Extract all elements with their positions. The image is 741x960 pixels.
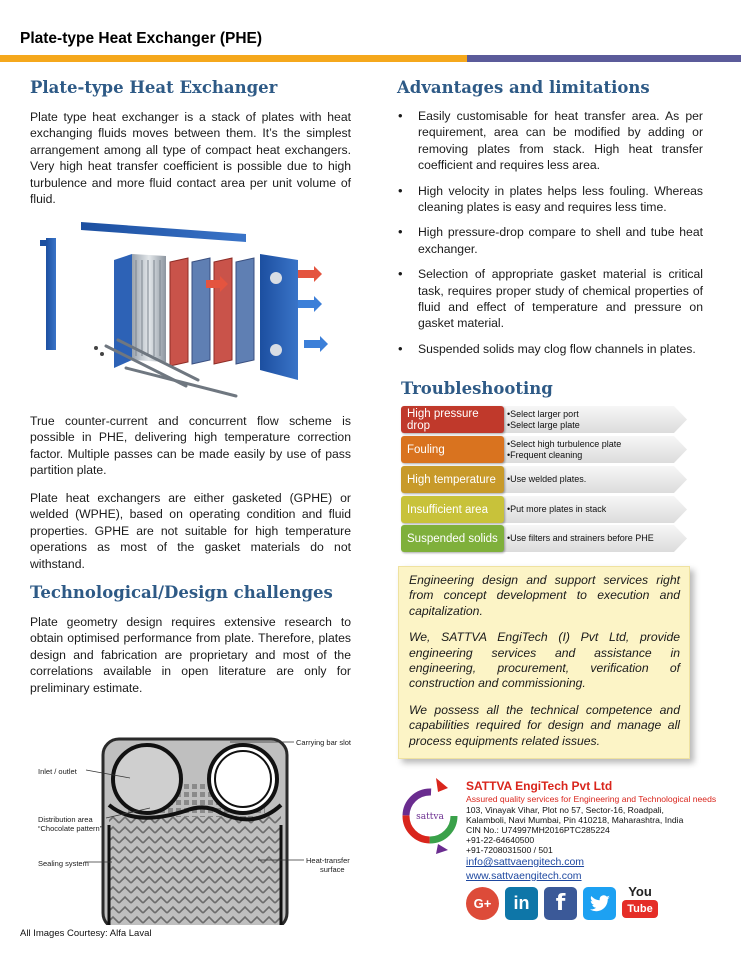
svg-text:sattva: sattva <box>416 812 444 822</box>
note-paragraph: We, SATTVA EngiTech (I) Pvt Ltd, provide engineering services and assistance in engineering, procurement, verification of construction and commissioning. <box>409 630 680 691</box>
label-sealing-system: Sealing system <box>38 859 89 868</box>
page-title: Plate-type Heat Exchanger (PHE) <box>20 30 263 47</box>
label-distribution-area: Distribution area <box>38 815 93 824</box>
gphe-wphe-paragraph: Plate heat exchangers are either gasketed (GPHE) or welded (WPHE), based on operating condition and fluid properties. GPHE are not suitable for high temperature operations as most of the gasket materials do not withstand. <box>30 491 351 571</box>
company-address-1: 103, Vinayak Vihar, Plot no 57, Sector-16, Roadpali, <box>466 805 664 815</box>
tech-section-title: Technological/Design challenges <box>30 583 333 602</box>
label-heat-transfer: Heat-transfer <box>306 856 350 865</box>
ts-solution: •Select large plate <box>507 419 580 430</box>
company-address-2: Kalamboli, Navi Mumbai, Pin 410218, Maharashtra, India <box>466 815 684 825</box>
ts-problem: Insufficient area <box>401 496 504 523</box>
advantage-item: • High pressure-drop compare to shell and tube heat exchanger. <box>397 224 703 257</box>
facebook-icon[interactable]: f <box>544 887 577 920</box>
advantage-item: • Easily customisable for heat transfer area. As per requirement, area can be modified by adding or removing plates from stack. High heat transfer coefficient and requires less area. <box>397 108 703 174</box>
label-surface: surface <box>320 865 345 874</box>
sattva-logo <box>398 776 462 856</box>
ts-solution: •Put more plates in stack <box>507 504 607 514</box>
ts-solution: •Select high turbulence plate <box>507 438 622 449</box>
company-email-link[interactable]: info@sattvaengitech.com <box>466 856 585 868</box>
company-cin: CIN No.: U74997MH2016PTC285224 <box>466 825 610 835</box>
ts-row-fouling <box>401 436 687 463</box>
label-carrying-bar-slot: Carrying bar slot <box>296 738 352 747</box>
ts-row-insufficient-area <box>401 496 687 523</box>
advantage-item: • Suspended solids may clog flow channels in plates. <box>397 341 703 357</box>
ts-solution: •Frequent cleaning <box>507 449 583 460</box>
label-inlet-outlet: Inlet / outlet <box>38 767 77 776</box>
note-paragraph: Engineering design and support services right from concept development to execution and capitalization. <box>409 573 680 618</box>
adv-section-title: Advantages and limitations <box>397 78 650 97</box>
troubleshooting-title: Troubleshooting <box>401 379 553 398</box>
advantage-item: • High velocity in plates helps less fouling. Whereas cleaning plates is easy and requires less time. <box>397 183 703 216</box>
linkedin-icon[interactable]: in <box>505 887 538 920</box>
ts-row-pressure-drop <box>401 406 687 433</box>
ts-solutions <box>507 466 586 493</box>
image-credit: All Images Courtesy: Alfa Laval <box>20 928 152 939</box>
note-paragraph: We possess all the technical competence and capabilities required for design and manage all process equipments related issues. <box>409 702 680 748</box>
ts-solutions <box>507 406 580 433</box>
ts-problem: Suspended solids <box>401 525 504 552</box>
ts-solution: •Select larger port <box>507 408 579 419</box>
phe-section-title: Plate-type Heat Exchanger <box>30 78 278 97</box>
ts-solution: •Use welded plates. <box>507 474 587 484</box>
twitter-icon[interactable] <box>583 887 616 920</box>
company-phone-2: +91-7208031500 / 501 <box>466 845 553 855</box>
youtube-icon[interactable]: You Tube <box>622 884 658 922</box>
company-tagline: Assured quality services for Engineering and Technological needs <box>466 794 717 804</box>
ts-row-suspended-solids <box>401 525 687 552</box>
ts-problem: High temperature <box>401 466 504 493</box>
ts-problem: High pressure drop <box>401 406 504 433</box>
google-plus-icon[interactable]: G+ <box>466 887 499 920</box>
company-website-link[interactable]: www.sattvaengitech.com <box>466 870 582 882</box>
twitter-bird-icon <box>589 895 611 913</box>
tech-paragraph: Plate geometry design requires extensive research to obtain optimised performance from plate. Therefore, plates design and fabrication are proprietary and most of the correlations available in open literature are only for preliminary estimate. <box>30 615 351 695</box>
company-phone-1: +91-22-64640500 <box>466 835 535 845</box>
advantage-item: • Selection of appropriate gasket material is critical task, requires proper study of chemical properties of fluid and effect of temperature and pressure on gasket material. <box>397 266 703 332</box>
ts-solutions <box>507 436 621 463</box>
advantages-list <box>397 108 703 366</box>
phe-intro-paragraph: Plate type heat exchanger is a stack of plates with heat exchanging fluids moves between them. It’s the simplest arrangement among all type of compact heat exchangers. Very high heat transfer coefficient is possible due to high turbulence and more fluid contact area per unit volume of fluid. <box>30 110 351 207</box>
ts-solutions <box>507 496 606 523</box>
company-name: SATTVA EngiTech Pvt Ltd <box>466 779 613 793</box>
flow-scheme-paragraph: True counter-current and concurrent flow scheme is possible in PHE, delivering high temperature correction factor. Multiple passes can be made easily by use of pass partition plate. <box>30 414 351 478</box>
services-note <box>398 566 690 759</box>
ts-solution: •Use filters and strainers before PHE <box>507 533 654 543</box>
ts-solutions <box>507 525 654 552</box>
ts-problem: Fouling <box>401 436 504 463</box>
label-chocolate-pattern: “Chocolate pattern” <box>38 824 103 833</box>
ts-row-high-temperature <box>401 466 687 493</box>
